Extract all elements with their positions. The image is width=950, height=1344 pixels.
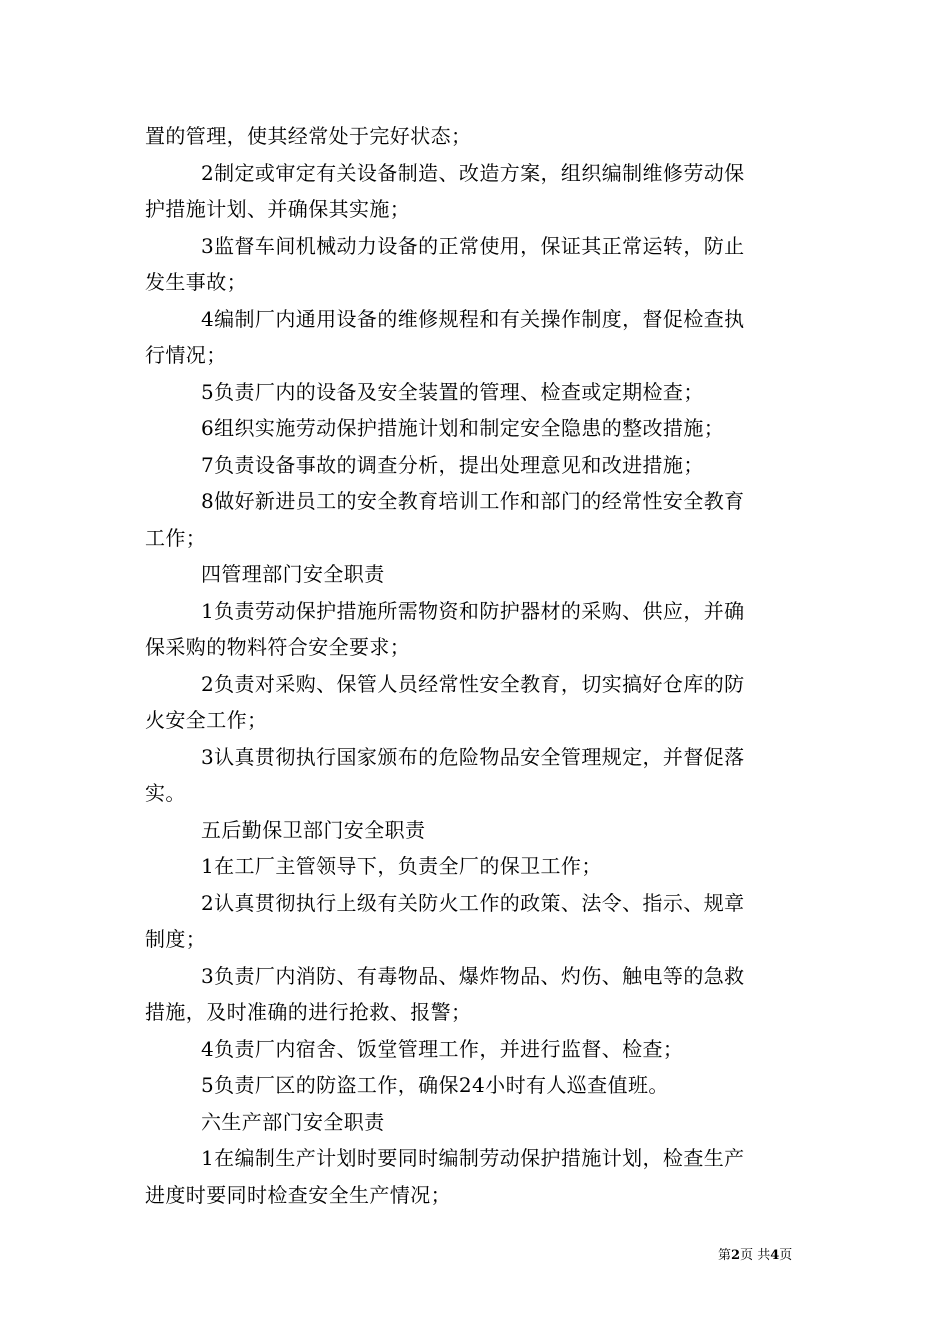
page-footer bbox=[718, 1248, 792, 1264]
text-line: 2负责对采购、保管人员经常性安全教育，切实搞好仓库的防 bbox=[201, 671, 745, 696]
text-line: 制度； bbox=[145, 927, 207, 951]
text-line: 保采购的物料符合安全要求； bbox=[145, 635, 411, 659]
text-line: 火安全工作； bbox=[145, 708, 268, 732]
text-line: 1在编制生产计划时要同时编制劳动保护措施计划，检查生产 bbox=[201, 1146, 745, 1170]
text-line: 5负责厂区的防盗工作，确保24小时有人巡查值班。 bbox=[201, 1073, 669, 1097]
text-line: 1负责劳动保护措施所需物资和防护器材的采购、供应，并确 bbox=[201, 598, 745, 623]
text-line: 进度时要同时检查安全生产情况； bbox=[145, 1182, 451, 1207]
text-line: 5负责厂内的设备及安全装置的管理、检查或定期检查； bbox=[201, 379, 704, 404]
footer-suffix: 页 bbox=[779, 1248, 793, 1263]
text-line: 实。 bbox=[145, 781, 186, 805]
text-line: 工作； bbox=[145, 525, 207, 550]
text-line: 3认真贯彻执行国家颁布的危险物品安全管理规定，并督促落 bbox=[201, 744, 745, 769]
text-line: 4负责厂内宿舍、饭堂管理工作，并进行监督、检查； bbox=[201, 1036, 684, 1061]
text-line: 置的管理，使其经常处于完好状态； bbox=[145, 124, 472, 148]
text-line: 1在工厂主管领导下，负责全厂的保卫工作； bbox=[201, 854, 602, 878]
text-line: 发生事故； bbox=[145, 270, 247, 294]
current-page-number: 2 bbox=[731, 1248, 741, 1263]
text-line: 五后勤保卫部门安全职责 bbox=[201, 817, 426, 842]
text-line: 7负责设备事故的调查分析，提出处理意见和改进措施； bbox=[201, 452, 704, 477]
text-line: 3监督车间机械动力设备的正常使用，保证其正常运转，防止 bbox=[201, 233, 745, 258]
footer-middle: 页 共 bbox=[740, 1248, 771, 1263]
total-pages-number: 4 bbox=[770, 1248, 780, 1263]
text-line: 措施，及时准确的进行抢救、报警； bbox=[145, 1000, 472, 1024]
text-line: 8做好新进员工的安全教育培训工作和部门的经常性安全教育 bbox=[201, 489, 745, 513]
text-line: 2制定或审定有关设备制造、改造方案，组织编制维修劳动保 bbox=[201, 160, 745, 185]
document-body bbox=[145, 118, 810, 1213]
text-line: 护措施计划、并确保其实施； bbox=[145, 197, 411, 221]
text-line: 六生产部门安全职责 bbox=[201, 1109, 385, 1134]
text-line: 2认真贯彻执行上级有关防火工作的政策、法令、指示、规章 bbox=[201, 890, 745, 915]
text-line: 4编制厂内通用设备的维修规程和有关操作制度，督促检查执 bbox=[201, 306, 745, 331]
footer-prefix: 第 bbox=[718, 1248, 732, 1263]
text-line: 3负责厂内消防、有毒物品、爆炸物品、灼伤、触电等的急救 bbox=[201, 963, 745, 988]
text-line: 行情况； bbox=[145, 343, 227, 367]
text-line: 6组织实施劳动保护措施计划和制定安全隐患的整改措施； bbox=[201, 416, 725, 440]
text-line: 四管理部门安全职责 bbox=[201, 562, 385, 586]
